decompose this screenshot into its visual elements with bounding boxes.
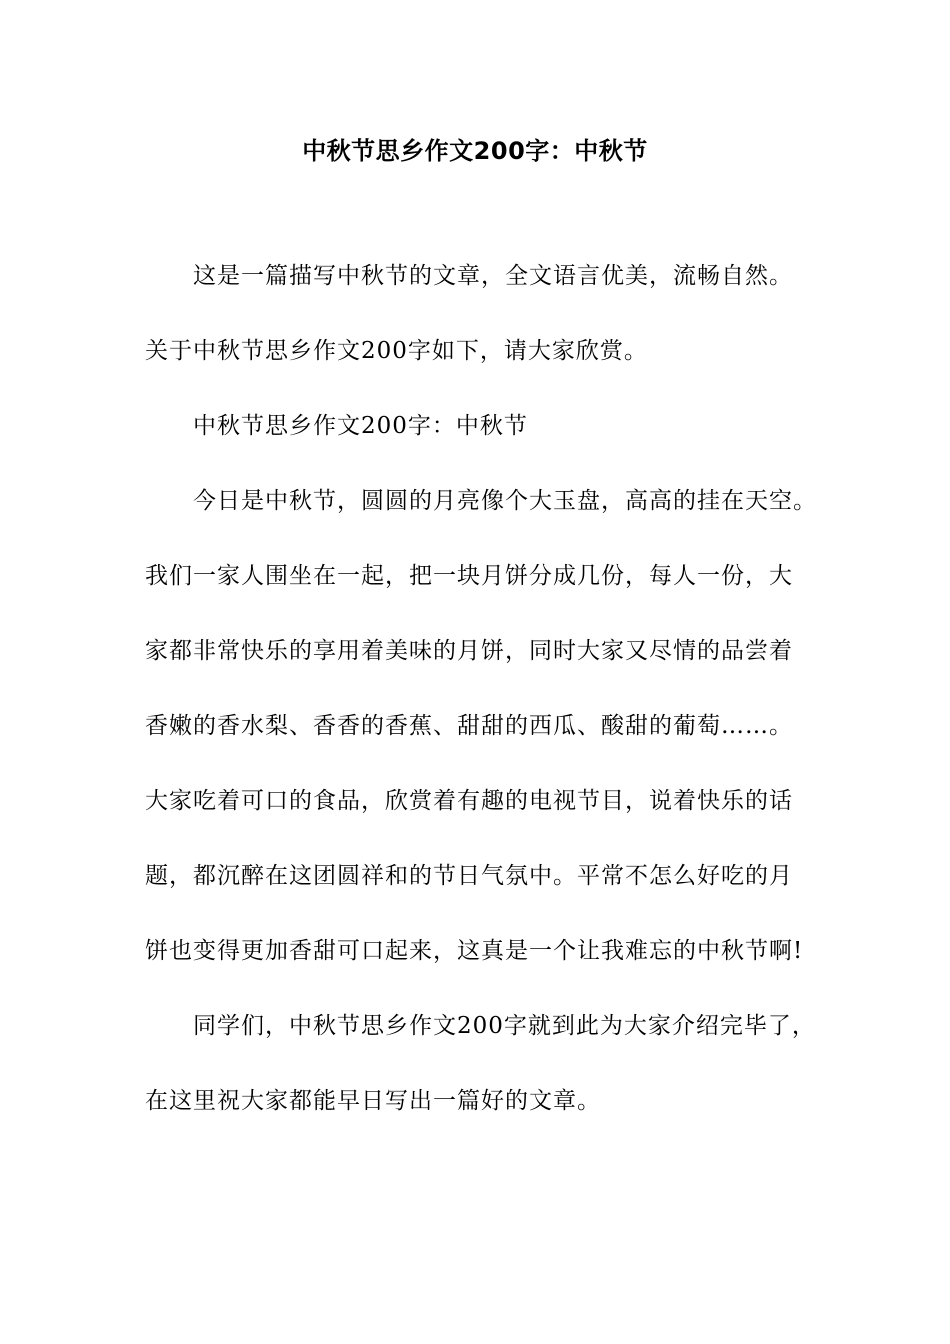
paragraph-line: 家都非常快乐的享用着美味的月饼，同时大家又尽情的品尝着 [145, 638, 793, 664]
document-body [145, 256, 835, 1156]
paragraph-line: 香嫩的香水梨、香香的香蕉、甜甜的西瓜、酸甜的葡萄……。 [145, 713, 793, 739]
paragraph-line: 在这里祝大家都能早日写出一篇好的文章。 [145, 1088, 601, 1114]
paragraph-line: 题，都沉醉在这团圆祥和的节日气氛中。平常不怎么好吃的月 [145, 863, 793, 889]
paragraph-line: 饼也变得更加香甜可口起来，这真是一个让我难忘的中秋节啊! [145, 938, 804, 964]
paragraph-line: 我们一家人围坐在一起，把一块月饼分成几份，每人一份，大 [145, 563, 793, 589]
paragraph-line: 同学们，中秋节思乡作文200字就到此为大家介绍完毕了， [193, 1013, 816, 1039]
document-title: 中秋节思乡作文200字：中秋节 [302, 137, 648, 165]
paragraph-line: 大家吃着可口的食品，欣赏着有趣的电视节目，说着快乐的话 [145, 788, 793, 814]
paragraph-line: 今日是中秋节，圆圆的月亮像个大玉盘，高高的挂在天空。 [193, 488, 817, 514]
paragraph-line: 中秋节思乡作文200字：中秋节 [193, 413, 528, 439]
paragraph-line: 这是一篇描写中秋节的文章，全文语言优美，流畅自然。 [193, 263, 793, 289]
paragraph-line: 关于中秋节思乡作文200字如下，请大家欣赏。 [145, 338, 648, 364]
